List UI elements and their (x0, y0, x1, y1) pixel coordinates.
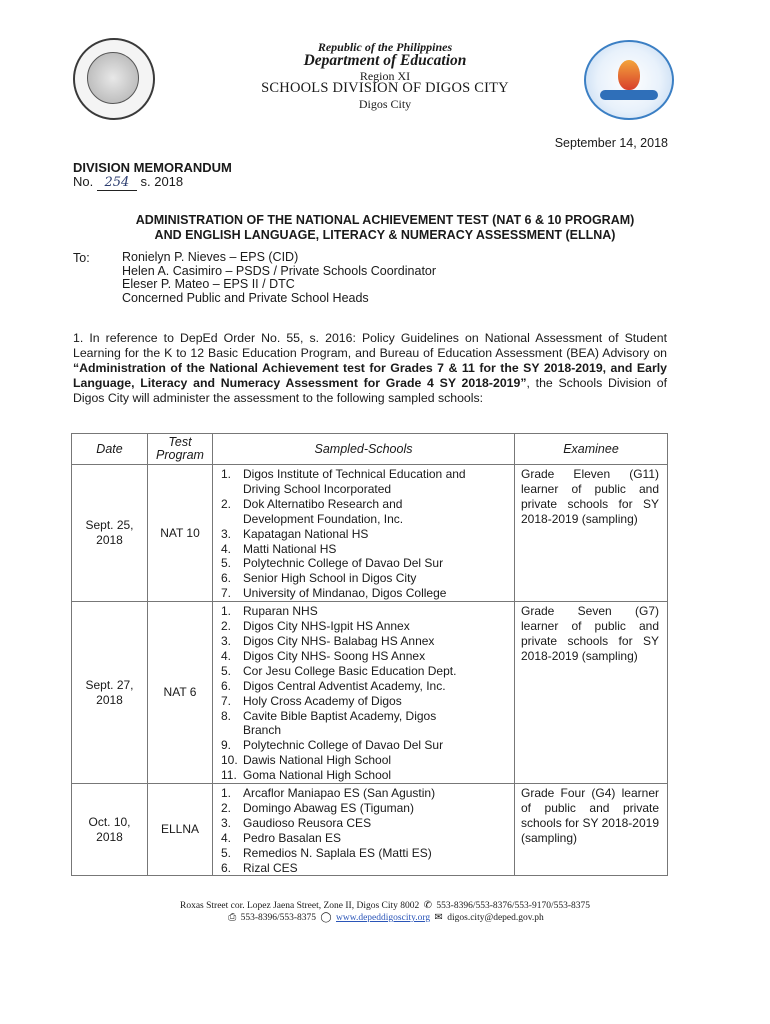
school-name: Holy Cross Academy of Digos (243, 693, 402, 708)
school-index: 5. (221, 556, 232, 571)
list-item (221, 556, 508, 571)
subject-line-1: ADMINISTRATION OF THE NATIONAL ACHIEVEMENT TEST (NAT 6 & 10 PROGRAM) (135, 213, 635, 227)
body-paragraph (73, 331, 667, 406)
school-name: Goma National High School (243, 768, 392, 783)
school-name: Remedios N. Saplala ES (Matti ES) (243, 845, 432, 860)
footer-address-line (0, 900, 770, 911)
recipient: Ronielyn P. Nieves – EPS (CID) (122, 250, 299, 264)
school-name: Polytechnic College of Davao Del Sur (243, 556, 444, 571)
school-name-continued: Driving School Incorporated (243, 481, 392, 496)
school-index: 6. (221, 571, 232, 586)
list-item (221, 497, 508, 512)
recipient: Concerned Public and Private School Heads (122, 290, 369, 305)
list-item (221, 831, 508, 846)
school-index: 4. (221, 541, 232, 556)
header-program-line-2: Program (156, 448, 204, 462)
list-item (221, 738, 508, 753)
school-name: Rizal CES (243, 860, 298, 875)
cell-date (72, 602, 148, 784)
list-item (221, 786, 508, 801)
school-name: Domingo Abawag ES (Tiguman) (243, 800, 414, 815)
list-item (221, 846, 508, 861)
school-index: 2. (221, 496, 232, 511)
list-item (221, 694, 508, 709)
school-name: Matti National HS (243, 541, 337, 556)
footer-fax: 553-8396/553-8375 (240, 913, 317, 923)
list-item (221, 816, 508, 831)
email-icon: ✉ (434, 912, 443, 923)
school-index: 11. (221, 768, 237, 783)
school-index: 3. (221, 633, 232, 648)
school-index: 3. (221, 526, 232, 541)
school-index: 1. (221, 786, 232, 801)
header-examinee: Examinee (515, 434, 668, 465)
header-sampled-schools: Sampled-Schools (213, 434, 515, 465)
recipient: Helen A. Casimiro – PSDS / Private Schools Coordinator (122, 263, 437, 278)
memo-number (73, 174, 183, 191)
list-item (221, 571, 508, 586)
schedule-table (71, 433, 668, 876)
school-name: University of Mindanao, Digos College (243, 586, 447, 601)
school-index: 5. (221, 845, 232, 860)
footer-contact-line (0, 912, 770, 923)
school-index: 5. (221, 663, 232, 678)
school-name: Digos Central Adventist Academy, Inc. (243, 678, 446, 693)
list-item (221, 679, 508, 694)
cell-date (72, 784, 148, 876)
memo-subject (73, 213, 697, 243)
to-label: To: (73, 251, 90, 265)
school-index: 9. (221, 738, 232, 753)
cell-test-program: NAT 10 (148, 465, 213, 602)
globe-icon: ◯ (320, 912, 332, 923)
table-row (72, 465, 668, 602)
list-item (221, 604, 508, 619)
school-name: Digos City NHS- Balabag HS Annex (243, 633, 435, 648)
school-index: 1. (221, 604, 232, 619)
table-row (72, 784, 668, 876)
list-item (221, 467, 508, 482)
footer-phones: 553-8396/553-8376/553-9170/553-8375 (436, 901, 590, 911)
cell-examinee: Grade Seven (G7) learner of public and private schools for SY 2018-2019 (sampling) (515, 602, 668, 784)
school-name: Dawis National High School (243, 753, 392, 768)
date-text: Sept. 27, (85, 677, 134, 692)
cell-sampled-schools (213, 602, 515, 784)
cell-sampled-schools (213, 465, 515, 602)
memo-series: s. 2018 (140, 174, 184, 189)
cell-examinee: Grade Four (G4) learner of public and private schools for SY 2018-2019 (sampling) (515, 784, 668, 876)
body-text-bold: “Administration of the National Achievement test for Grades 7 & 11 for the SY 2018-2019, and Early Language, Literacy and Numeracy Assessment for Grade 4 SY 2018-2019” (73, 361, 667, 390)
school-index: 4. (221, 648, 232, 663)
school-index: 2. (221, 619, 232, 634)
header-republic: Republic of the Philippines (317, 40, 453, 54)
school-index: 6. (221, 678, 232, 693)
school-name-continued: Development Foundation, Inc. (243, 511, 404, 526)
school-name: Pedro Basalan ES (243, 830, 342, 845)
school-index: 7. (221, 693, 232, 708)
date-text: Oct. 10, (88, 814, 131, 829)
school-index: 6. (221, 860, 232, 875)
list-item (221, 768, 508, 783)
school-name: Polytechnic College of Davao Del Sur (243, 738, 444, 753)
school-index: 10. (221, 753, 238, 768)
header-program-line-1: Test (168, 435, 192, 449)
memo-number-label: No. (73, 174, 94, 189)
header-city: Digos City (358, 97, 412, 111)
fax-icon: ⎙ (228, 912, 237, 923)
list-item (221, 664, 508, 679)
list-item (221, 542, 508, 557)
memo-title: DIVISION MEMORANDUM (73, 160, 232, 175)
cell-examinee: Grade Eleven (G11) learner of public and private schools for SY 2018-2019 (sampling) (515, 465, 668, 602)
header-date: Date (72, 434, 148, 465)
school-name: Arcaflor Maniapao ES (San Agustin) (243, 786, 436, 801)
school-name: Dok Alternatibo Research and (243, 496, 403, 511)
body-text-part-1: 1. In reference to DepEd Order No. 55, s. 2016: Policy Guidelines on National Assessment of Student Learning for the K to 12 Basic Education Program, and Bureau of Education Assessment (BEA) Advisory on (73, 331, 667, 360)
header-test-program (148, 434, 213, 465)
footer-website-link[interactable]: www.depeddigoscity.org (336, 913, 431, 923)
header-department: Department of Education (303, 52, 467, 69)
school-index: 7. (221, 586, 232, 601)
list-item (221, 801, 508, 816)
cell-test-program: NAT 6 (148, 602, 213, 784)
school-index: 1. (221, 467, 232, 481)
school-name: Cor Jesu College Basic Education Dept. (243, 663, 457, 678)
recipient-list (122, 251, 436, 305)
header-region: Region XI (359, 69, 411, 83)
cell-sampled-schools (213, 784, 515, 876)
date-text: 2018 (96, 829, 123, 844)
school-index: 2. (221, 800, 232, 815)
list-item (221, 649, 508, 664)
school-name: Senior High School in Digos City (243, 571, 417, 586)
footer-address: Roxas Street cor. Lopez Jaena Street, Zone II, Digos City 8002 (179, 901, 420, 911)
school-index: 3. (221, 815, 232, 830)
memo-number-value: 254 (97, 175, 137, 191)
subject-line-2: AND ENGLISH LANGUAGE, LITERACY & NUMERACY ASSESSMENT (ELLNA) (154, 228, 616, 242)
school-name: Ruparan NHS (243, 604, 318, 619)
list-item (221, 634, 508, 649)
school-index: 4. (221, 830, 232, 845)
school-name: Digos City NHS-Igpit HS Annex (243, 619, 410, 634)
list-item (221, 709, 508, 724)
school-name: Digos City NHS- Soong HS Annex (243, 648, 426, 663)
list-item (221, 619, 508, 634)
header-division: SCHOOLS DIVISION OF DIGOS CITY (261, 80, 509, 96)
recipient: Eleser P. Mateo – EPS II / DTC (122, 277, 295, 291)
cell-test-program: ELLNA (148, 784, 213, 876)
table-row (72, 602, 668, 784)
date-text: 2018 (96, 533, 123, 548)
date-text: Sept. 25, (85, 518, 134, 533)
list-item (221, 753, 508, 768)
list-item (221, 586, 508, 601)
memo-date: September 14, 2018 (554, 136, 668, 150)
body-text-part-2: , the Schools Division of Digos City will administer the assessment to the following sampled schools: (73, 376, 668, 405)
school-name: Cavite Bible Baptist Academy, Digos (243, 708, 437, 723)
date-text: 2018 (96, 692, 123, 707)
table-header-row (72, 434, 668, 465)
phone-icon: ✆ (423, 900, 433, 911)
list-item (221, 527, 508, 542)
school-name-continued: Branch (243, 723, 282, 738)
cell-date (72, 465, 148, 602)
footer-email: digos.city@deped.gov.ph (447, 913, 544, 923)
school-name: Kapatagan National HS (243, 526, 369, 541)
school-name: Digos Institute of Technical Education and (243, 467, 466, 481)
school-name: Gaudioso Reusora CES (243, 815, 372, 830)
list-item (221, 861, 508, 876)
school-index: 8. (221, 708, 232, 723)
